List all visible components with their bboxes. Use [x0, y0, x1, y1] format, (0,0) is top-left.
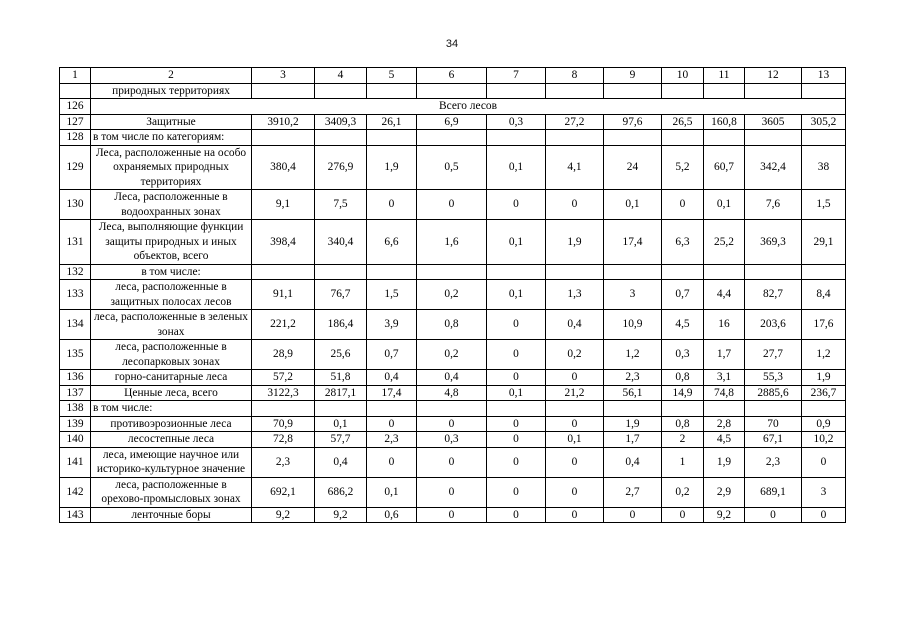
value-cell: 29,1 [802, 220, 846, 265]
value-cell: 689,1 [745, 477, 802, 507]
row-name: в том числе по категориям: [91, 130, 252, 146]
row-name: леса, расположенные в лесопарковых зонах [91, 340, 252, 370]
table-row [60, 130, 846, 146]
value-cell [802, 130, 846, 146]
value-cell: 27,7 [745, 340, 802, 370]
value-cell: 0,1 [487, 385, 546, 401]
row-number: 143 [60, 507, 91, 523]
value-cell: 0 [367, 447, 417, 477]
value-cell [367, 401, 417, 417]
value-cell: 28,9 [252, 340, 315, 370]
column-number-cell: 3 [252, 68, 315, 84]
value-cell: 70 [745, 416, 802, 432]
value-cell: 236,7 [802, 385, 846, 401]
table-row [60, 447, 846, 477]
value-cell [745, 130, 802, 146]
value-cell: 76,7 [315, 280, 367, 310]
value-cell [487, 401, 546, 417]
column-number-cell: 4 [315, 68, 367, 84]
value-cell: 1 [662, 447, 704, 477]
value-cell: 1,2 [604, 340, 662, 370]
value-cell [704, 264, 745, 280]
value-cell: 0 [487, 477, 546, 507]
value-cell: 0 [604, 507, 662, 523]
value-cell [252, 130, 315, 146]
table-row [60, 114, 846, 130]
value-cell: 2885,6 [745, 385, 802, 401]
value-cell: 0,1 [704, 190, 745, 220]
value-cell: 2,7 [604, 477, 662, 507]
value-cell: 0,1 [604, 190, 662, 220]
value-cell: 8,4 [802, 280, 846, 310]
value-cell: 1,9 [367, 145, 417, 190]
row-number: 133 [60, 280, 91, 310]
value-cell: 0,1 [487, 145, 546, 190]
value-cell: 0 [487, 447, 546, 477]
value-cell [604, 264, 662, 280]
row-number: 140 [60, 432, 91, 448]
value-cell: 0 [546, 190, 604, 220]
value-cell: 0 [487, 507, 546, 523]
value-cell: 9,2 [315, 507, 367, 523]
row-name: леса, расположенные в орехово-промысловых зонах [91, 477, 252, 507]
value-cell: 2,3 [745, 447, 802, 477]
value-cell [252, 401, 315, 417]
section-title: Всего лесов [91, 99, 846, 115]
value-cell: 3122,3 [252, 385, 315, 401]
value-cell: 0 [417, 477, 487, 507]
value-cell: 0,7 [662, 280, 704, 310]
value-cell: 0 [546, 447, 604, 477]
value-cell [417, 130, 487, 146]
value-cell: 4,4 [704, 280, 745, 310]
value-cell: 1,5 [802, 190, 846, 220]
table-row [60, 432, 846, 448]
row-name: ленточные боры [91, 507, 252, 523]
value-cell: 2,3 [367, 432, 417, 448]
row-number: 142 [60, 477, 91, 507]
value-cell: 91,1 [252, 280, 315, 310]
column-number-cell: 11 [704, 68, 745, 84]
value-cell: 342,4 [745, 145, 802, 190]
row-number: 135 [60, 340, 91, 370]
value-cell: 1,9 [546, 220, 604, 265]
value-cell: 692,1 [252, 477, 315, 507]
value-cell: 0,1 [546, 432, 604, 448]
value-cell [662, 401, 704, 417]
value-cell: 3605 [745, 114, 802, 130]
value-cell: 1,9 [802, 370, 846, 386]
value-cell: 5,2 [662, 145, 704, 190]
value-cell: 2 [662, 432, 704, 448]
value-cell [315, 401, 367, 417]
table-row [60, 340, 846, 370]
value-cell: 0 [487, 370, 546, 386]
value-cell: 26,5 [662, 114, 704, 130]
column-number-cell: 6 [417, 68, 487, 84]
value-cell [662, 130, 704, 146]
row-number: 136 [60, 370, 91, 386]
value-cell: 3,9 [367, 310, 417, 340]
value-cell: 221,2 [252, 310, 315, 340]
column-number-cell: 7 [487, 68, 546, 84]
value-cell: 6,6 [367, 220, 417, 265]
value-cell: 0,2 [662, 477, 704, 507]
value-cell: 0 [417, 447, 487, 477]
value-cell: 276,9 [315, 145, 367, 190]
value-cell: 17,6 [802, 310, 846, 340]
value-cell: 686,2 [315, 477, 367, 507]
continuation-label: природных территориях [91, 83, 252, 99]
row-number: 138 [60, 401, 91, 417]
value-cell: 2,3 [252, 447, 315, 477]
value-cell: 0,8 [662, 370, 704, 386]
value-cell: 0 [487, 432, 546, 448]
column-number-cell: 5 [367, 68, 417, 84]
column-number-cell: 1 [60, 68, 91, 84]
value-cell: 203,6 [745, 310, 802, 340]
row-number: 141 [60, 447, 91, 477]
value-cell: 56,1 [604, 385, 662, 401]
column-number-cell: 10 [662, 68, 704, 84]
column-number-cell: 13 [802, 68, 846, 84]
column-number-cell: 12 [745, 68, 802, 84]
row-name: Защитные [91, 114, 252, 130]
table-row [60, 370, 846, 386]
value-cell: 305,2 [802, 114, 846, 130]
row-name: леса, имеющие научное или историко-культурное значение [91, 447, 252, 477]
value-cell: 97,6 [604, 114, 662, 130]
value-cell [662, 264, 704, 280]
value-cell: 1,5 [367, 280, 417, 310]
table-body [60, 68, 846, 523]
row-name: Леса, выполняющие функции защиты природных и иных объектов, всего [91, 220, 252, 265]
value-cell: 0,8 [417, 310, 487, 340]
value-cell: 0,1 [315, 416, 367, 432]
value-cell: 60,7 [704, 145, 745, 190]
value-cell: 25,6 [315, 340, 367, 370]
value-cell: 0 [802, 447, 846, 477]
value-cell: 0,1 [487, 220, 546, 265]
row-number: 127 [60, 114, 91, 130]
row-number: 130 [60, 190, 91, 220]
value-cell: 0 [367, 416, 417, 432]
value-cell: 0,1 [487, 280, 546, 310]
row-name: Леса, расположенные на особо охраняемых природных территориях [91, 145, 252, 190]
value-cell [704, 130, 745, 146]
value-cell: 4,5 [662, 310, 704, 340]
row-number: 132 [60, 264, 91, 280]
value-cell: 2,8 [704, 416, 745, 432]
page-number: 34 [445, 38, 459, 50]
value-cell: 0,4 [367, 370, 417, 386]
value-cell: 0 [417, 190, 487, 220]
value-cell: 0,2 [417, 340, 487, 370]
value-cell: 3 [802, 477, 846, 507]
value-cell: 9,2 [252, 507, 315, 523]
value-cell: 0 [487, 310, 546, 340]
value-cell: 7,5 [315, 190, 367, 220]
value-cell: 0,5 [417, 145, 487, 190]
row-name: противоэрозионные леса [91, 416, 252, 432]
value-cell: 0,4 [315, 447, 367, 477]
value-cell: 0 [546, 416, 604, 432]
value-cell: 3,1 [704, 370, 745, 386]
value-cell: 9,1 [252, 190, 315, 220]
value-cell [315, 130, 367, 146]
value-cell: 1,6 [417, 220, 487, 265]
table-row [60, 310, 846, 340]
value-cell: 9,2 [704, 507, 745, 523]
value-cell: 57,7 [315, 432, 367, 448]
column-number-cell: 8 [546, 68, 604, 84]
value-cell: 0,9 [802, 416, 846, 432]
value-cell: 0 [417, 416, 487, 432]
value-cell: 2817,1 [315, 385, 367, 401]
value-cell: 0,6 [367, 507, 417, 523]
value-cell: 27,2 [546, 114, 604, 130]
value-cell: 0 [745, 507, 802, 523]
row-name: горно-санитарные леса [91, 370, 252, 386]
value-cell: 380,4 [252, 145, 315, 190]
value-cell: 17,4 [604, 220, 662, 265]
table-row [60, 280, 846, 310]
value-cell: 38 [802, 145, 846, 190]
column-number-row [60, 68, 846, 84]
value-cell: 7,6 [745, 190, 802, 220]
value-cell: 3 [604, 280, 662, 310]
value-cell: 0 [546, 507, 604, 523]
value-cell [604, 401, 662, 417]
value-cell: 0,1 [367, 477, 417, 507]
value-cell [745, 264, 802, 280]
value-cell: 10,2 [802, 432, 846, 448]
value-cell: 0,7 [367, 340, 417, 370]
value-cell: 3910,2 [252, 114, 315, 130]
value-cell [802, 264, 846, 280]
value-cell: 1,2 [802, 340, 846, 370]
row-number: 126 [60, 99, 91, 115]
row-number: 134 [60, 310, 91, 340]
value-cell: 0,3 [487, 114, 546, 130]
value-cell: 0,2 [417, 280, 487, 310]
value-cell [546, 264, 604, 280]
row-number: 139 [60, 416, 91, 432]
value-cell [802, 401, 846, 417]
value-cell [367, 264, 417, 280]
value-cell: 4,5 [704, 432, 745, 448]
table-row [60, 477, 846, 507]
table-row [60, 264, 846, 280]
row-name: в том числе: [91, 264, 252, 280]
value-cell: 0,4 [546, 310, 604, 340]
value-cell [546, 401, 604, 417]
value-cell [487, 264, 546, 280]
value-cell: 1,7 [704, 340, 745, 370]
value-cell: 0 [487, 190, 546, 220]
row-name: леса, расположенные в зеленых зонах [91, 310, 252, 340]
value-cell: 72,8 [252, 432, 315, 448]
value-cell: 4,1 [546, 145, 604, 190]
row-name: Ценные леса, всего [91, 385, 252, 401]
value-cell [745, 401, 802, 417]
value-cell: 0 [487, 416, 546, 432]
value-cell: 70,9 [252, 416, 315, 432]
row-name: Леса, расположенные в водоохранных зонах [91, 190, 252, 220]
column-number-cell: 9 [604, 68, 662, 84]
value-cell: 67,1 [745, 432, 802, 448]
value-cell: 2,3 [604, 370, 662, 386]
value-cell: 0,4 [604, 447, 662, 477]
value-cell: 16 [704, 310, 745, 340]
table-row [60, 145, 846, 190]
value-cell: 0,4 [417, 370, 487, 386]
value-cell: 0,2 [546, 340, 604, 370]
value-cell: 340,4 [315, 220, 367, 265]
value-cell [704, 401, 745, 417]
value-cell: 4,8 [417, 385, 487, 401]
table-row [60, 220, 846, 265]
value-cell: 21,2 [546, 385, 604, 401]
row-name: леса, расположенные в защитных полосах лесов [91, 280, 252, 310]
table-row [60, 190, 846, 220]
value-cell: 55,3 [745, 370, 802, 386]
value-cell: 25,2 [704, 220, 745, 265]
table-row [60, 401, 846, 417]
value-cell: 369,3 [745, 220, 802, 265]
section-title-row [60, 99, 846, 115]
row-number: 128 [60, 130, 91, 146]
value-cell: 10,9 [604, 310, 662, 340]
value-cell: 14,9 [662, 385, 704, 401]
value-cell: 26,1 [367, 114, 417, 130]
value-cell: 0,8 [662, 416, 704, 432]
value-cell: 3409,3 [315, 114, 367, 130]
value-cell: 6,3 [662, 220, 704, 265]
row-name: лесостепные леса [91, 432, 252, 448]
value-cell: 1,7 [604, 432, 662, 448]
row-name: в том числе: [91, 401, 252, 417]
value-cell: 0 [662, 190, 704, 220]
value-cell: 2,9 [704, 477, 745, 507]
value-cell [546, 130, 604, 146]
value-cell: 0,3 [662, 340, 704, 370]
row-number: 131 [60, 220, 91, 265]
column-number-cell: 2 [91, 68, 252, 84]
value-cell [252, 264, 315, 280]
value-cell [417, 264, 487, 280]
value-cell [604, 130, 662, 146]
value-cell: 1,9 [704, 447, 745, 477]
value-cell: 0 [546, 370, 604, 386]
value-cell: 1,3 [546, 280, 604, 310]
continuation-row [60, 83, 846, 99]
forest-data-table [59, 67, 846, 523]
value-cell [417, 401, 487, 417]
table-row [60, 385, 846, 401]
value-cell: 6,9 [417, 114, 487, 130]
value-cell: 82,7 [745, 280, 802, 310]
value-cell: 51,8 [315, 370, 367, 386]
value-cell: 0 [802, 507, 846, 523]
value-cell: 160,8 [704, 114, 745, 130]
table-row [60, 416, 846, 432]
value-cell: 0,3 [417, 432, 487, 448]
value-cell: 0 [487, 340, 546, 370]
value-cell: 186,4 [315, 310, 367, 340]
value-cell: 17,4 [367, 385, 417, 401]
value-cell: 0 [662, 507, 704, 523]
table-row [60, 507, 846, 523]
value-cell: 1,9 [604, 416, 662, 432]
value-cell [367, 130, 417, 146]
value-cell: 74,8 [704, 385, 745, 401]
value-cell: 0 [546, 477, 604, 507]
value-cell: 398,4 [252, 220, 315, 265]
value-cell: 0 [417, 507, 487, 523]
row-number: 137 [60, 385, 91, 401]
value-cell: 24 [604, 145, 662, 190]
value-cell [487, 130, 546, 146]
row-number: 129 [60, 145, 91, 190]
value-cell: 0 [367, 190, 417, 220]
value-cell [315, 264, 367, 280]
value-cell: 57,2 [252, 370, 315, 386]
